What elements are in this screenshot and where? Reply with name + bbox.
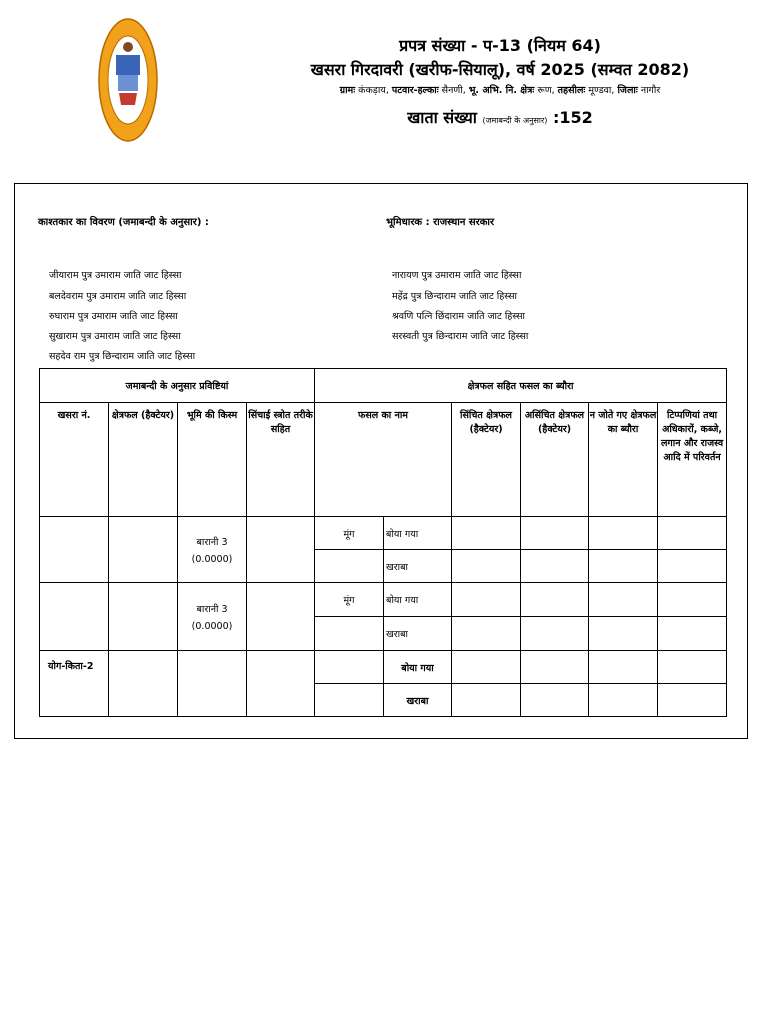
owner-left-5: सहदेव राम पुत्र छिन्दाराम जाति जाट हिस्सा [49, 351, 196, 362]
owner-right-2: महेंद्र पुत्र छिन्दाराम जाति जाट हिस्सा [392, 291, 517, 302]
crop-name: मूंग [315, 583, 384, 617]
area-header: क्षेत्रफल (हैक्टेयर) [109, 403, 178, 517]
village-label: ग्रामः [339, 85, 356, 96]
tehsil-value: मूण्डवा, [588, 85, 615, 96]
form-number-heading: प्रपत्र संख्या - प-13 (नियम 64) [399, 36, 601, 55]
land-record-area-label: भू. अभि. नि. क्षेत्रः [468, 85, 535, 96]
total-damaged-label: खराबा [384, 684, 452, 717]
khata-number-line [0, 106, 768, 128]
irrigated-area-header: सिंचित क्षेत्रफल (हैक्टेयर) [452, 403, 521, 517]
land-area: (0.0000) [191, 553, 233, 565]
table-row [40, 583, 727, 617]
girdawari-table [39, 368, 727, 717]
jamabandi-entries-heading: जमाबन्दी के अनुसार प्रविष्टियां [40, 369, 315, 403]
owner-right-4: सरस्वती पुत्र छिन्दाराम जाति जाट हिस्सा [392, 331, 529, 342]
crop-name-header: फसल का नाम [315, 403, 452, 517]
owner-left-1: जीयाराम पुत्र उमाराम जाति जाट हिस्सा [49, 270, 182, 281]
land-record-area-value: रूण, [537, 85, 555, 96]
khata-note: (जमाबन्दी के अनुसार) [482, 116, 548, 125]
khasra-number-header: खसरा नं. [40, 403, 109, 517]
not-sown-area-header: न जोते गए क्षेत्रफल का ब्यौरा [589, 403, 658, 517]
land-type-cell [178, 517, 247, 583]
damaged-label: खराबा [384, 550, 452, 583]
damaged-label: खराबा [384, 617, 452, 651]
total-row [40, 651, 727, 684]
owner-left-3: रुघाराम पुत्र उमाराम जाति जाट हिस्सा [49, 311, 178, 322]
owner-left-2: बलदेवराम पुत्र उमाराम जाति जाट हिस्सा [49, 291, 187, 302]
patwar-value: सैनणी, [441, 85, 466, 96]
total-sown-label: बोया गया [384, 651, 452, 684]
land-type-cell [178, 583, 247, 651]
land-area: (0.0000) [191, 620, 233, 632]
document-title: खसरा गिरदावरी (खरीफ-सियालू), वर्ष 2025 (सम्वत 2082) [310, 60, 690, 79]
district-label: जिलाः [617, 85, 638, 96]
patwar-label: पटवार-हल्काः [391, 85, 439, 96]
total-label: योग-किता-2 [40, 651, 109, 717]
unirrigated-area-header: असिंचित क्षेत्रफल (हैक्टेयर) [521, 403, 589, 517]
irrigation-source-header: सिंचाई स्त्रोत तरीके सहित [247, 403, 315, 517]
location-line [0, 83, 768, 96]
remarks-header: टिप्पणियां तथा अधिकारों, कब्जे, लगान और राजस्व आदि में परिवर्तन [658, 403, 727, 517]
district-value: नागौर [640, 85, 661, 96]
khata-number: :152 [552, 108, 593, 127]
cultivator-details-label: काश्तकार का विवरण (जमाबन्दी के अनुसार) : [38, 217, 209, 228]
crop-name: मूंग [315, 517, 384, 550]
tehsil-label: तहसीलः [557, 85, 586, 96]
owner-left-4: सुखाराम पुत्र उमाराम जाति जाट हिस्सा [49, 331, 181, 342]
sown-label: बोया गया [384, 517, 452, 550]
land-type: बारानी 3 [196, 603, 228, 615]
sown-label: बोया गया [384, 583, 452, 617]
owner-right-1: नारायण पुत्र उमाराम जाति जाट हिस्सा [392, 270, 522, 281]
village-value: कंकड़ाय, [358, 85, 389, 96]
crop-details-heading: क्षेत्रफल सहित फसल का ब्यौरा [315, 369, 727, 403]
landholder-label: भूमिधारक : राजस्थान सरकार [386, 217, 495, 228]
land-type: बारानी 3 [196, 536, 228, 548]
khata-label: खाता संख्या [407, 108, 477, 127]
owner-right-3: श्रवणि पत्नि छिंदाराम जाति जाट हिस्सा [392, 311, 525, 322]
land-type-header: भूमि की किस्म [178, 403, 247, 517]
table-row [40, 517, 727, 550]
